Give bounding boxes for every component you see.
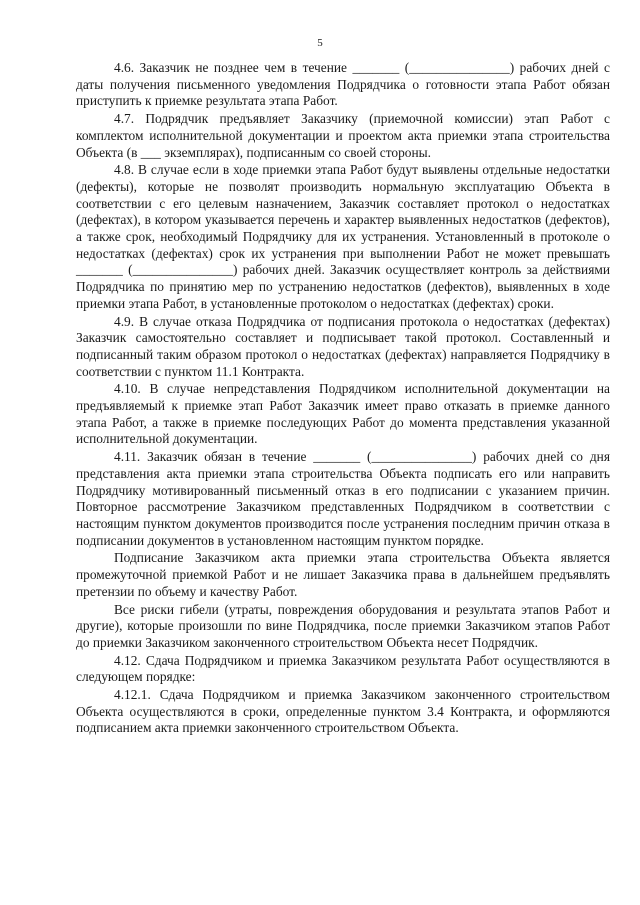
clause-4-6: 4.6. Заказчик не позднее чем в течение _______ (_______________) рабочих дней с даты получения письменного уведомления Подрядчика о готовности этапа Работ обязан приступить к приемке результата этапа Работ.: [76, 60, 610, 109]
clause-4-12-1: 4.12.1. Сдача Подрядчиком и приемка Заказчиком законченного строительством Объекта осуществляются в сроки, определенные пунктом 3.4 Контракта, и оформляются подписанием акта приемки законченного строительством Объекта.: [76, 687, 610, 736]
clause-4-10: 4.10. В случае непредставления Подрядчиком исполнительной документации на предъявляемый к приемке этап Работ Заказчик имеет право отказать в приемке данного этапа Работ, а также в приемке последующих Работ до момента представления указанной исполнительной документации.: [76, 381, 610, 447]
clause-4-12: 4.12. Сдача Подрядчиком и приемка Заказчиком результата Работ осуществляются в следующем порядке:: [76, 652, 610, 685]
clause-4-7: 4.7. Подрядчик предъявляет Заказчику (приемочной комиссии) этап Работ с комплектом исполнительной документации и проектом акта приемки этапа строительства Объекта (в ___ экземплярах), подписанным со своей стороны.: [76, 111, 610, 160]
page-number: 5: [317, 37, 323, 49]
clause-4-11-signing: Подписание Заказчиком акта приемки этапа строительства Объекта является промежуточной приемкой Работ и не лишает Заказчика права в дальнейшем предъявлять претензии по объему и качеству Работ.: [76, 550, 610, 599]
clause-4-9: 4.9. В случае отказа Подрядчика от подписания протокола о недостатках (дефектах) Заказчик самостоятельно составляет и подписывает такой протокол. Составленный и подписанный таким образом протокол о недостатках (дефектах) направляется Подрядчику в соответствии с пунктом 11.1 Контракта.: [76, 313, 610, 379]
document-body: [76, 60, 610, 738]
clause-4-11-risks: Все риски гибели (утраты, повреждения оборудования и результата этапов Работ и другие), которые произошли по вине Подрядчика, после приемки Заказчиком этапов Работ до приемки Заказчиком законченного строительством Объекта несет Подрядчик.: [76, 601, 610, 650]
clause-4-11: 4.11. Заказчик обязан в течение _______ (_______________) рабочих дней со дня представления акта приемки этапа строительства Объекта подписать его или направить Подрядчику мотивированный письменный отказ в его подписании с указанием причин. Повторное рассмотрение Заказчиком представленных Подрядчиком в соответствии с настоящим пунктом документов производится после устранения последним причин отказа в подписании документов в установленном настоящим пунктом порядке.: [76, 449, 610, 548]
clause-4-8: 4.8. В случае если в ходе приемки этапа Работ будут выявлены отдельные недостатки (дефекты), которые не позволят производить нормальную эксплуатацию Объекта в соответствии с его целевым назначением, Заказчик составляет протокол о недостатках (дефектах), в котором указывается перечень и характер выявленных недостатков (дефектов), а также срок, необходимый Подрядчику для их устранения. Установленный в протоколе о недостатках (дефектах) срок их устранения при выполнении Работ не может превышать _______ (_______________) рабочих дней. Заказчик осуществляет контроль за действиями Подрядчика по принятию мер по устранению недостатков (дефектов), выявленных в ходе приемки этапа Работ, в установленные протоколом о недостатках (дефектах) сроки.: [76, 162, 610, 311]
